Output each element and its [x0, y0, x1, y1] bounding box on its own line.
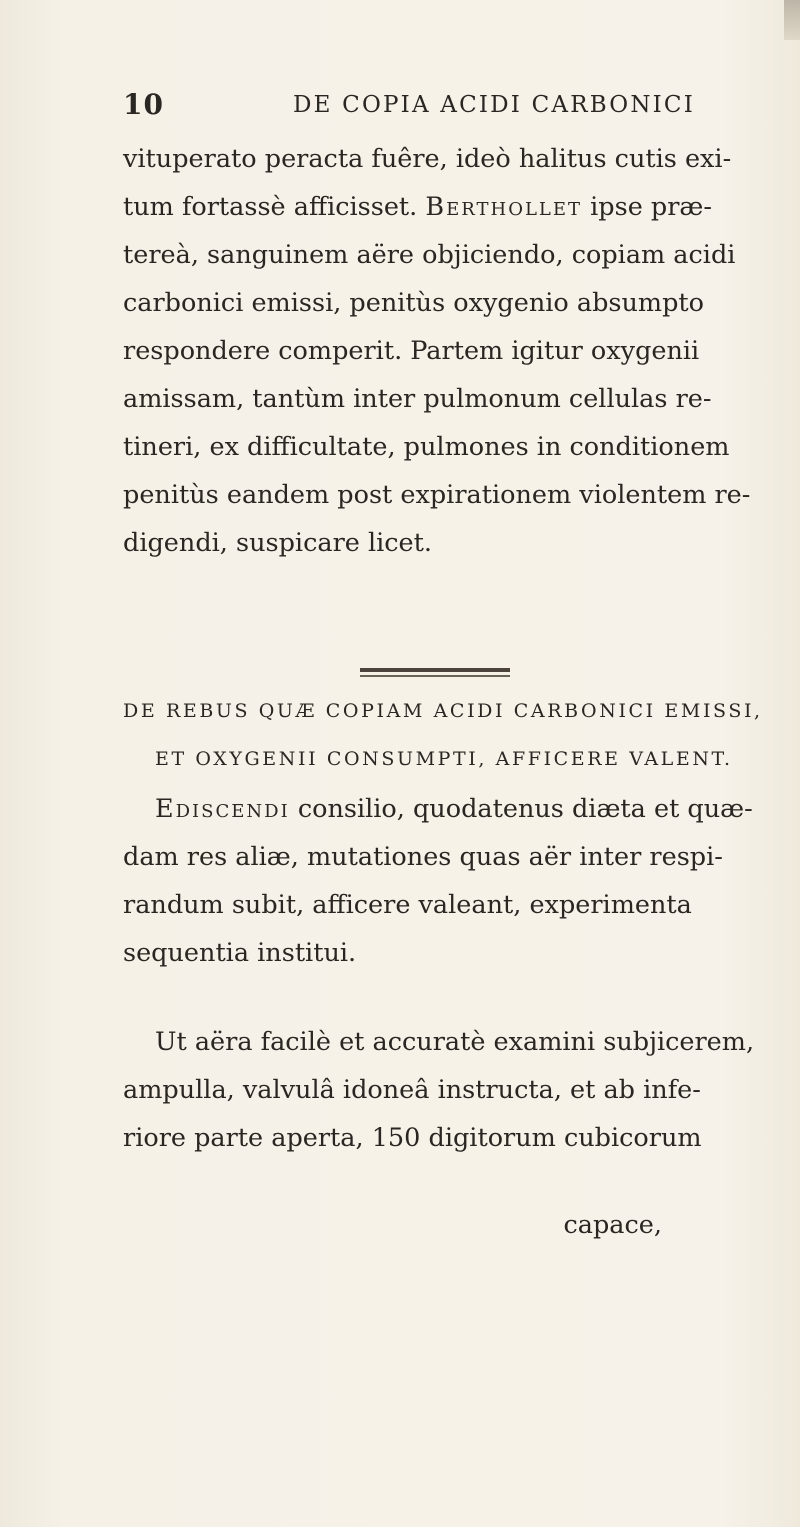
running-head	[123, 88, 696, 128]
paragraph-1	[123, 135, 751, 567]
text-line: riore parte aperta, 150 digitorum cubicorum	[123, 1123, 702, 1153]
heading-line: DE REBUS QUÆ COPIAM ACIDI CARBONICI EMISSI,	[123, 700, 763, 722]
page-edge-shadow	[784, 0, 800, 40]
text-line: respondere comperit. Partem igitur oxygenii	[123, 336, 700, 366]
text-line: tum fortassè afficisset. Berthollet ipse præ-	[123, 192, 713, 222]
text-line: tereà, sanguinem aëre objiciendo, copiam acidi	[123, 240, 736, 270]
heading-line: ET OXYGENII CONSUMPTI, AFFICERE VALENT.	[155, 748, 733, 770]
text-line: randum subit, afficere valeant, experimenta	[123, 890, 692, 920]
text-line: penitùs eandem post expirationem violentem re-	[123, 480, 751, 510]
text-line: dam res aliæ, mutationes quas aër inter respi-	[123, 842, 723, 872]
text-line: vituperato peracta fuêre, ideò halitus cutis exi-	[123, 144, 732, 174]
drop-word: Ediscendi	[155, 794, 290, 824]
text-line: Ut aëra facilè et accuratè examini subjicerem,	[155, 1027, 755, 1057]
text-line: carbonici emissi, penitùs oxygenio absumpto	[123, 288, 705, 318]
paragraph-2	[123, 785, 753, 977]
author-name: Berthollet	[425, 192, 583, 222]
section-divider	[360, 668, 510, 678]
catchword: capace,	[563, 1210, 662, 1240]
text-line: Ediscendi consilio, quodatenus diæta et quæ-	[155, 794, 753, 824]
running-title: DE COPIA ACIDI CARBONICI	[293, 92, 696, 118]
section-heading	[123, 687, 763, 783]
text-line: ampulla, valvulâ idoneâ instructa, et ab infe-	[123, 1075, 701, 1105]
page-number: 10	[123, 88, 164, 121]
text-line: tineri, ex difficultate, pulmones in conditionem	[123, 432, 730, 462]
text-line: sequentia institui.	[123, 938, 357, 968]
paragraph-3	[123, 1018, 755, 1162]
text-line: amissam, tantùm inter pulmonum cellulas re-	[123, 384, 712, 414]
text-line: digendi, suspicare licet.	[123, 528, 432, 558]
